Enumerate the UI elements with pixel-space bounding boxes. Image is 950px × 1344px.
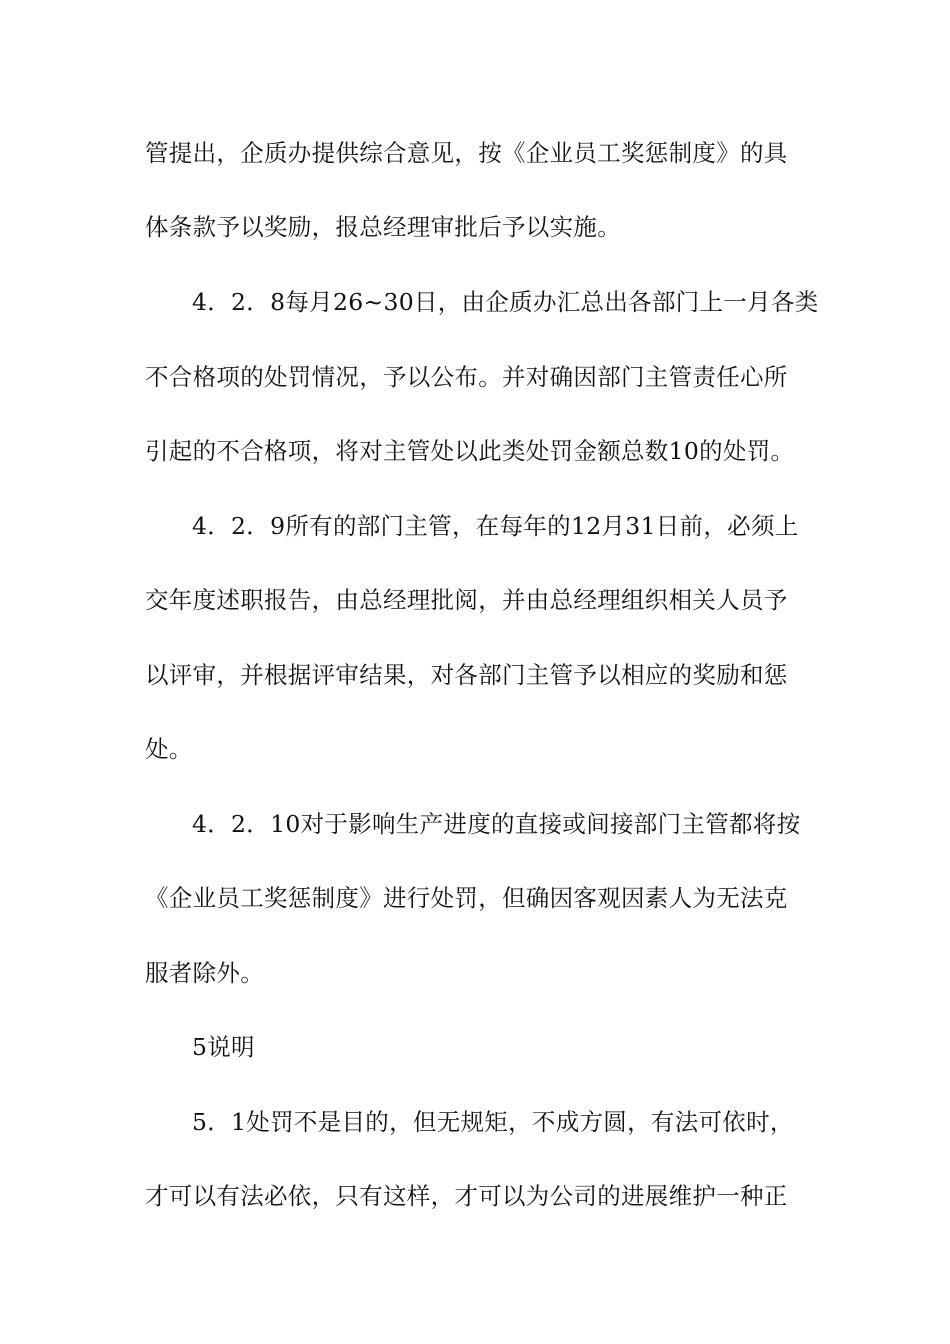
text-line: 才可以有法必依，只有这样，才可以为公司的进展维护一种正 [145, 1182, 788, 1210]
text-line: 处。 [145, 735, 193, 763]
text-line: 4．2．8每月26~30日，由企质办汇总出各部门上一月各类 [192, 288, 819, 316]
section-heading: 5说明 [192, 1033, 255, 1061]
text-line: 交年度述职报告，由总经理批阅，并由总经理组织相关人员予 [145, 586, 788, 614]
text-line: 不合格项的处罚情况，予以公布。并对确因部门主管责任心所 [145, 363, 788, 391]
text-line: 管提出，企质办提供综合意见，按《企业员工奖惩制度》的具 [145, 139, 788, 167]
text-line: 4．2．9所有的部门主管，在每年的12月31日前，必须上 [192, 512, 799, 540]
text-line: 引起的不合格项，将对主管处以此类处罚金额总数10的处罚。 [145, 437, 795, 465]
text-line: 《企业员工奖惩制度》进行处罚，但确因客观因素人为无法克 [145, 884, 788, 912]
text-line: 服者除外。 [145, 959, 264, 987]
text-line: 5．1处罚不是目的，但无规矩，不成方圆，有法可依时， [192, 1108, 794, 1136]
text-line: 体条款予以奖励，报总经理审批后予以实施。 [145, 213, 621, 241]
text-line: 4．2．10对于影响生产进度的直接或间接部门主管都将按 [192, 810, 801, 838]
text-line: 以评审，并根据评审结果，对各部门主管予以相应的奖励和惩 [145, 661, 788, 689]
